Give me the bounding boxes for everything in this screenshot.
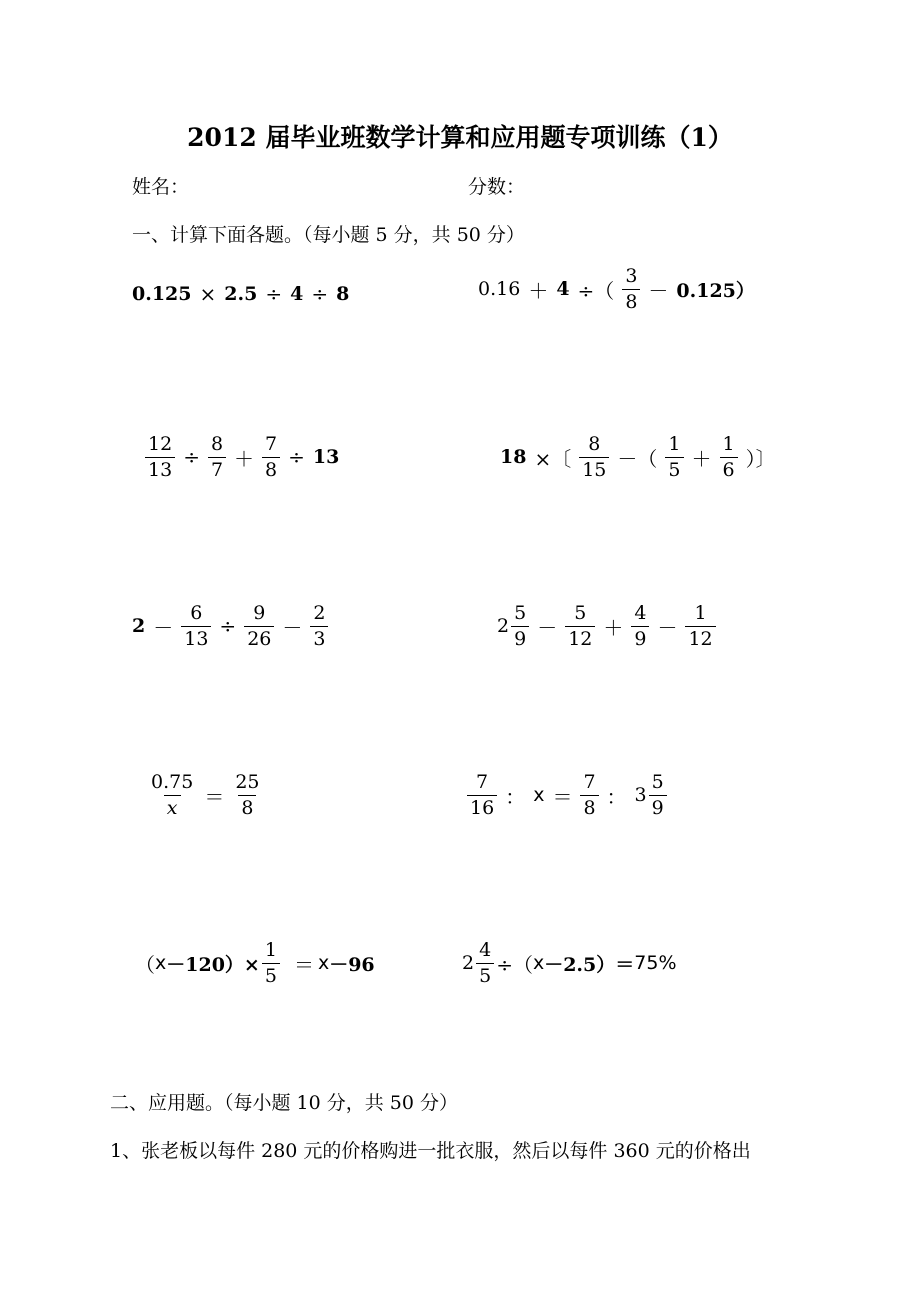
operator: － — [153, 615, 174, 640]
fraction: $\frac{0.75}{x}$ — [151, 771, 194, 819]
operator: ÷（ — [577, 278, 615, 303]
operator: － — [657, 615, 678, 640]
fraction: $\frac{4}{9}$ — [631, 601, 649, 651]
paren: （ — [135, 952, 155, 977]
exercise-6 — [497, 601, 724, 651]
variable: x — [317, 952, 330, 975]
operator: ＋ — [603, 615, 624, 640]
exercise-5 — [132, 601, 336, 651]
operator: ÷（ — [496, 952, 533, 977]
term: －2.5）＝ — [544, 953, 635, 976]
number: 4 — [556, 278, 570, 301]
number: 2 — [132, 615, 146, 638]
operator: ＋ — [691, 446, 712, 471]
mixed-number: 2 $\frac{5}{9}$ — [497, 601, 529, 651]
percent: 75% — [634, 952, 677, 975]
operator: ÷ — [311, 282, 329, 306]
operator: ＝ — [293, 952, 314, 977]
exercise-2 — [478, 264, 763, 314]
exercise-8 — [467, 770, 675, 820]
operator: ＋ — [234, 446, 255, 471]
operator: －（ — [617, 446, 658, 471]
fraction: $\frac{1}{12}$ — [685, 601, 715, 651]
exercise-1 — [132, 282, 357, 306]
number: 4 — [290, 283, 304, 305]
score-label: 分数： — [468, 176, 526, 198]
operator: ： — [606, 784, 627, 809]
operator: ÷ — [183, 445, 200, 470]
operator: ： — [505, 784, 526, 809]
operator: ÷ — [288, 445, 305, 470]
fraction: $\frac{25}{8}$ — [235, 771, 260, 819]
fraction: $\frac{7}{16}$ — [467, 770, 497, 820]
section1-heading: 一、计算下面各题。（每小题 5 分，共 50 分） — [132, 224, 525, 246]
section2-heading: 二、应用题。（每小题 10 分，共 50 分） — [110, 1092, 459, 1114]
operator: － — [648, 278, 669, 303]
fraction: $\frac{8}{7}$ — [208, 432, 226, 482]
number: 2.5 — [224, 283, 258, 305]
fraction: $\frac{12}{13}$ — [145, 432, 175, 482]
variable: x — [155, 952, 167, 975]
page-title: 2012 届毕业班数学计算和应用题专项训练（1） — [187, 123, 733, 152]
operator: ）〕 — [745, 446, 776, 471]
operator: － — [282, 615, 303, 640]
fraction: $\frac{9}{26}$ — [244, 601, 274, 651]
operator: － — [537, 615, 558, 640]
fraction: $\frac{3}{8}$ — [622, 264, 640, 314]
operator: ＝ — [204, 784, 225, 809]
exercise-7 — [148, 770, 271, 820]
operator: ÷ — [265, 282, 283, 306]
fraction: $\frac{8}{15}$ — [579, 432, 609, 482]
exercise-3 — [145, 432, 347, 482]
fraction: $\frac{1}{5}$ — [665, 432, 683, 482]
operator: × — [199, 282, 217, 306]
mixed-number: 3 $\frac{5}{9}$ — [635, 770, 667, 820]
fraction: $\frac{1}{5}$ — [262, 938, 280, 988]
problem-1: 1、张老板以每件 280 元的价格购进一批衣服，然后以每件 360 元的价格出 — [110, 1140, 751, 1162]
exercise-10 — [462, 938, 685, 988]
variable: x — [532, 952, 545, 975]
number: 0.16 — [478, 278, 521, 301]
number: 0.125 — [132, 283, 192, 305]
term: －120）× — [166, 953, 260, 976]
operator: ＝ — [552, 784, 573, 809]
number: 13 — [312, 446, 340, 469]
number: 0.125） — [676, 279, 755, 302]
operator: ＋ — [528, 278, 549, 303]
operator: ×〔 — [534, 446, 572, 471]
fraction: $\frac{7}{8}$ — [580, 770, 598, 820]
fraction: $\frac{5}{12}$ — [565, 601, 595, 651]
operator: ÷ — [219, 614, 237, 639]
exercise-9 — [135, 938, 383, 988]
number: 8 — [336, 283, 350, 305]
fraction: $\frac{6}{13}$ — [181, 601, 211, 651]
name-label: 姓名： — [132, 176, 190, 198]
mixed-number: 2 $\frac{4}{5}$ — [462, 938, 494, 988]
fraction: $\frac{1}{6}$ — [720, 432, 738, 482]
fraction: $\frac{2}{3}$ — [310, 601, 328, 651]
term: －96 — [329, 953, 375, 976]
number: 18 — [500, 446, 527, 469]
fraction: $\frac{7}{8}$ — [262, 432, 280, 482]
variable: x — [533, 784, 545, 807]
exercise-4 — [500, 432, 784, 482]
